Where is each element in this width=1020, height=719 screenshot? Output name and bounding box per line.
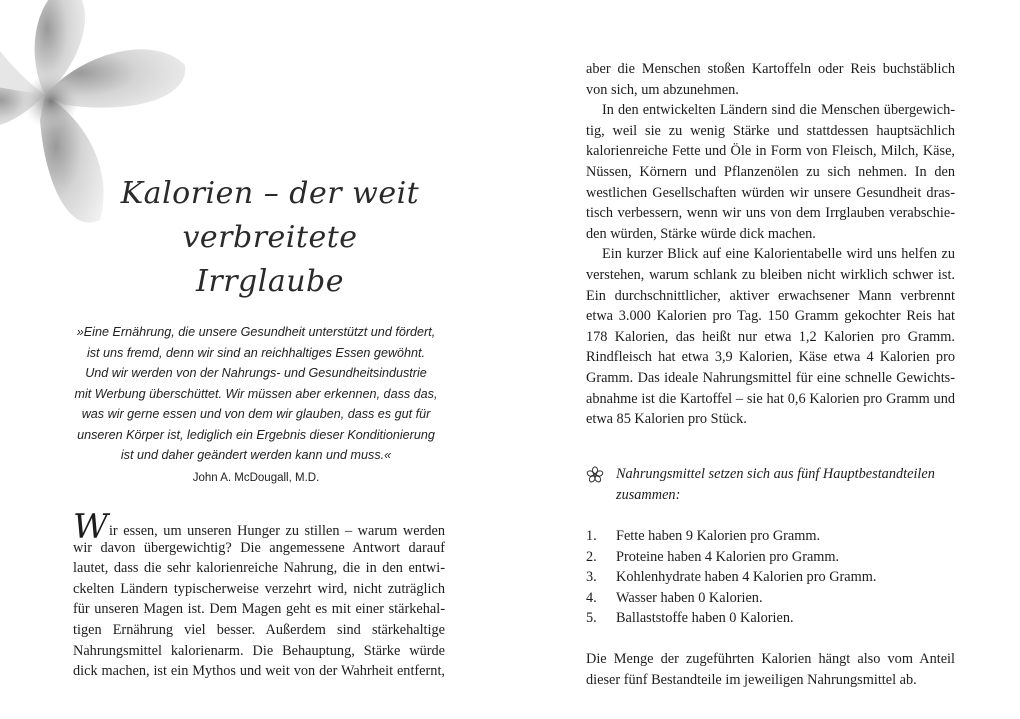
quote-line: unseren Körper ist, lediglich ein Ergebnis dieser Konditionierung — [77, 427, 435, 442]
body-line: dick machen, ist ein Mythos und weit von der Wahrheit entfernt, — [73, 663, 445, 680]
body-line: tisch verbessern, wenn wir uns von dem Irrglauben verabschie- — [586, 205, 955, 222]
epigraph-quote — [70, 322, 442, 466]
note-text — [616, 464, 955, 505]
nutrients-note — [586, 464, 955, 505]
chapter-title — [120, 172, 420, 304]
body-line: Ein durchschnittlicher, aktiver erwachsener Mann verbrennt — [586, 287, 955, 304]
note-line: zusammen: — [616, 486, 681, 503]
quote-line: ist und daher geändert werden kann und muss.« — [120, 448, 392, 462]
body-line-rest: ir essen, um unseren Hunger zu stillen – warum werden — [108, 523, 445, 539]
note-line: Nahrungsmittel setzen sich aus fünf Hauptbestandteilen — [616, 466, 935, 482]
quote-line: was wir gerne essen und von dem wir glauben, dass es gut für — [81, 407, 431, 421]
list-item — [586, 608, 955, 629]
body-line: In den entwickelten Ländern sind die Menschen übergewich- — [602, 102, 955, 119]
right-page — [510, 0, 1020, 719]
drop-cap: W — [73, 507, 108, 547]
quote-line: mit Werbung überschüttet. Wir müssen aber erkennen, dass das, — [74, 386, 438, 401]
body-line — [73, 507, 445, 547]
body-line: etwa 3.000 Kalorien pro Tag. 150 Gramm gekochter Reis hat — [586, 308, 955, 325]
list-text: Wasser haben 0 Kalorien. — [616, 589, 763, 606]
quote-line: ist uns fremd, denn wir sind an reichhaltiges Essen gewöhnt. — [86, 345, 426, 360]
list-number: 4. — [586, 589, 597, 606]
body-line: dieser fünf Bestandteile im jeweiligen Nahrungsmittel ab. — [586, 671, 917, 688]
body-line: für unseren Magen ist. Dem Magen geht es mit einer stärkehal- — [73, 601, 445, 618]
quote-line: »Eine Ernährung, die unsere Gesundheit unterstützt und fördert, — [76, 325, 436, 339]
body-line: Gramm. Das ideale Nahrungsmittel für eine schnelle Gewichts- — [586, 369, 955, 386]
list-text: Fette haben 9 Kalorien pro Gramm. — [616, 528, 821, 544]
body-line: tig, weil sie zu wenig Stärke und stattdessen hauptsächlich — [586, 122, 955, 139]
body-line: lautet, dass die sehr kalorienreiche Nahrung, die in den entwi- — [73, 560, 445, 577]
list-item — [586, 588, 955, 609]
closing-paragraph — [586, 649, 955, 690]
body-line: den würden, Stärke würde dick machen. — [586, 225, 816, 242]
body-line: wir davon übergewichtig? Die angemessene Antwort darauf — [73, 539, 445, 556]
list-item — [586, 547, 955, 568]
list-item — [586, 526, 955, 547]
body-line: tigen Ernährung viel besser. Außerdem sind stärkehaltige — [73, 621, 445, 638]
quote-author: John A. McDougall, M.D. — [192, 472, 320, 484]
list-text: Proteine haben 4 Kalorien pro Gramm. — [616, 548, 840, 565]
body-line: 178 Kalorien, das heißt nur etwa 1,2 Kalorien pro Gramm. — [586, 328, 955, 345]
list-number: 1. — [586, 528, 597, 544]
list-number: 5. — [586, 610, 597, 627]
body-line: von sich, um abzunehmen. — [586, 81, 739, 98]
flower-icon — [586, 466, 604, 484]
nutrients-list — [586, 526, 955, 629]
body-line: Die Menge der zugeführten Kalorien hängt also vom Anteil — [586, 651, 955, 667]
body-line: ckelten Ländern typischerweise verzehrt wird, nicht zuträglich — [73, 580, 445, 597]
body-line: kalorienreiche Fette und Öle in Form von Fleisch, Milch, Käse, — [586, 143, 955, 160]
title-line: verbreitete Irrglaube — [182, 220, 358, 299]
quote-line: Und wir werden von der Nahrungs- und Gesundheitsindustrie — [85, 366, 427, 380]
list-number: 2. — [586, 548, 597, 565]
body-text-left — [73, 507, 445, 682]
body-line: westlichen Gesellschaften würden wir unsere Gesundheit dras- — [586, 184, 955, 201]
body-line: etwa 85 Kalorien pro Stück. — [586, 411, 747, 428]
body-line: Nahrungsmittel kalorienarm. Die Behauptung, Stärke würde — [73, 642, 445, 659]
body-line: abnahme ist die Kartoffel – sie hat 0,6 Kalorien pro Gramm und — [586, 390, 955, 407]
body-line: Rindfleisch hat etwa 3,9 Kalorien, Käse etwa 4 Kalorien pro — [586, 349, 955, 366]
body-line: aber die Menschen stoßen Kartoffeln oder Reis buchstäblich — [586, 61, 955, 77]
list-number: 3. — [586, 569, 597, 586]
body-line: Ein kurzer Blick auf eine Kalorientabelle wird uns helfen zu — [602, 246, 955, 263]
title-line: Kalorien – der weit — [120, 176, 420, 211]
body-text-right — [586, 59, 955, 430]
body-line: Nüssen, Körnern und Pflanzenölen zu sich nehmen. In den — [586, 163, 955, 180]
list-item — [586, 567, 955, 588]
list-text: Ballaststoffe haben 0 Kalorien. — [616, 610, 794, 627]
list-text: Kohlenhydrate haben 4 Kalorien pro Gramm. — [616, 569, 877, 586]
body-line: verstehen, warum schlank zu bleiben nicht wirklich schwer ist. — [586, 266, 955, 283]
